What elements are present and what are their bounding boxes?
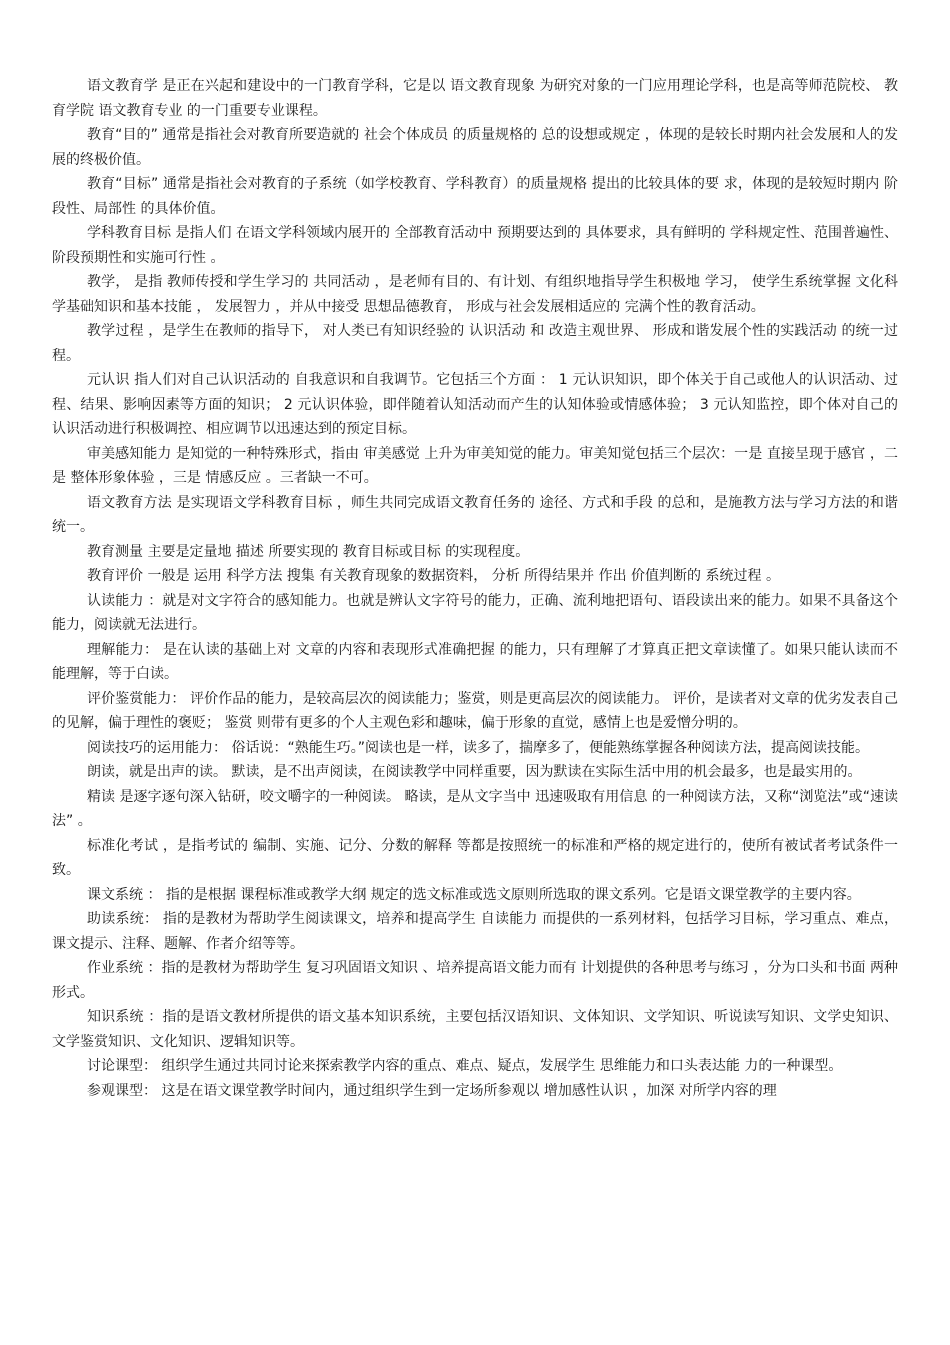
paragraph-zuoye-xitong: 作业系统 ：指的是教材为帮助学生 复习巩固语文知识 、培养提高语文能力而有 计划提供的各种思考与练习 ，分为口头和书面 两种形式。 (52, 960, 898, 1001)
paragraph-rendu-nengli: 认读能力 ：就是对文字符合的感知能力。也就是辨认文字符号的能力，正确、流利地把语句、语段读出来的能力。如果不具备这个能力，阅读就无法进行。 (52, 592, 898, 633)
paragraph-jiaoyu-fangfa: 语文教育方法 是实现语文学科教育目标 ，师生共同完成语文教育任务的 途径、方式和手段 的总和，是施教方法与学习方法的和谐统一。 (52, 494, 898, 535)
paragraph-taolun-kexing: 讨论课型： 组织学生通过共同讨论来探索教学内容的重点、难点、疑点，发展学生 思维能力和口头表达能 力的一种课型。 (87, 1058, 843, 1074)
paragraph-pingjia-jianshang: 评价鉴赏能力： 评价作品的能力，是较高层次的阅读能力；鉴赏，则是更高层次的阅读能力。 评价，是读者对文章的优劣发表自己的见解，偏于理性的褒贬； 鉴赏 则带有更多的个人主观色彩和趣味，偏于形象的直觉，感情上也是爱憎分明的。 (52, 690, 898, 731)
paragraph-kewen-xitong: 课文系统 ： 指的是根据 课程标准或教学大纲 规定的选文标准或选文原则所选取的课文系列。它是语文课堂教学的主要内容。 (87, 886, 861, 903)
paragraph-xueke-jiaoyu-mubiao: 学科教育目标 是指人们 在语文学科领域内展开的 全部教育活动中 预期要达到的 具体要求，具有鲜明的 学科规定性、范围普遍性、阶段预期性和实施可行性 。 (52, 225, 898, 266)
paragraph-jiaoxue: 教学， 是指 教师传授和学生学习的 共同活动 ，是老师有目的、有计划、有组织地指导学生积极地 学习， 使学生系统掌握 文化科学基础知识和基本技能 ， 发展智力 ，并从中接受 思想品德教育， 形成与社会发展相适应的 完满个性的教育活动。 (52, 274, 898, 315)
paragraph-jiaoyu-mudi: 教育“目的” 通常是指社会对教育所要造就的 社会个体成员 的质量规格的 总的设想或规定 ，体现的是较长时期内社会发展和人的发展的终极价值。 (52, 127, 898, 168)
paragraph-jiaoxue-guocheng: 教学过程 ，是学生在教师的指导下， 对人类已有知识经验的 认识活动 和 改造主观世界、 形成和谐发展个性的实践活动 的统一过程。 (52, 323, 898, 364)
paragraph-lijie-nengli: 理解能力： 是在认读的基础上对 文章的内容和表现形式准确把握 的能力，只有理解了才算真正把文章读懂了。如果只能认读而不能理解，等于白读。 (52, 641, 898, 682)
paragraph-yuan-renshi: 元认识 指人们对自己认识活动的 自我意识和自我调节。它包括三个方面 ： 1 元认识知识，即个体关于自己或他人的认识活动、过程、结果、影响因素等方面的知识； 2 元认识体验，即伴随着认知活动而产生的认知体验或情感体验； 3 元认知监控，即个体对自己的认识活动进行积极调控、相应调节以迅速达到的预定目标。 (52, 372, 898, 437)
paragraph-shenmei-ganzhi: 审美感知能力 是知觉的一种特殊形式，指由 审美感觉 上升为审美知觉的能力。审美知觉包括三个层次：一是 直接呈现于感官 ，二是 整体形象体验 ，三是 情感反应 。三者缺一不可。 (52, 445, 898, 486)
paragraph-yuedu-jiqiao: 阅读技巧的运用能力： 俗话说：“熟能生巧。”阅读也是一样，读多了，揣摩多了，便能熟练掌握各种阅读方法，提高阅读技能。 (87, 739, 869, 756)
document-page (52, 74, 898, 1103)
paragraph-langdu-modu: 朗读，就是出声的读。 默读，是不出声阅读，在阅读教学中同样重要，因为默读在实际生活中用的机会最多，也是最实用的。 (87, 764, 862, 780)
paragraph-jingdu-luedu: 精读 是逐字逐句深入钻研，咬文嚼字的一种阅读。 略读，是从文字当中 迅速吸取有用信息 的一种阅读方法，又称“浏览法”或“速读法” 。 (52, 788, 898, 829)
paragraph-zhudu-xitong: 助读系统： 指的是教材为帮助学生阅读课文，培养和提高学生 自读能力 而提供的一系列材料，包括学习目标，学习重点、难点，课文提示、注释、题解、作者介绍等等。 (52, 911, 898, 952)
paragraph-jiaoyu-celiang: 教育测量 主要是定量地 描述 所要实现的 教育目标或目标 的实现程度。 (87, 543, 530, 560)
paragraph-biaozhunhua-kaoshi: 标准化考试 ，是指考试的 编制、实施、记分、分数的解释 等都是按照统一的标准和严格的规定进行的，使所有被试者考试条件一致。 (52, 837, 898, 878)
paragraph-yuwen-jiaoyuxue: 语文教育学 是正在兴起和建设中的一门教育学科，它是以 语文教育现象 为研究对象的一门应用理论学科，也是高等师范院校、 教育学院 语文教育专业 的一门重要专业课程。 (52, 78, 898, 119)
paragraph-canguan-kexing: 参观课型： 这是在语文课堂教学时间内，通过组织学生到一定场所参观以 增加感性认识 ，加深 对所学内容的理 (87, 1082, 777, 1099)
paragraph-zhishi-xitong: 知识系统 ：指的是语文教材所提供的语文基本知识系统，主要包括汉语知识、文体知识、文学知识、听说读写知识、文学史知识、文学鉴赏知识、文化知识、逻辑知识等。 (52, 1009, 898, 1050)
paragraph-jiaoyu-pingjia: 教育评价 一般是 运用 科学方法 搜集 有关教育现象的数据资料， 分析 所得结果并 作出 价值判断的 系统过程 。 (87, 568, 780, 584)
paragraph-jiaoyu-mubiao: 教育“目标” 通常是指社会对教育的子系统（如学校教育、学科教育）的质量规格 提出的比较具体的要 求，体现的是较短时期内 阶段性、局部性 的具体价值。 (52, 176, 898, 217)
